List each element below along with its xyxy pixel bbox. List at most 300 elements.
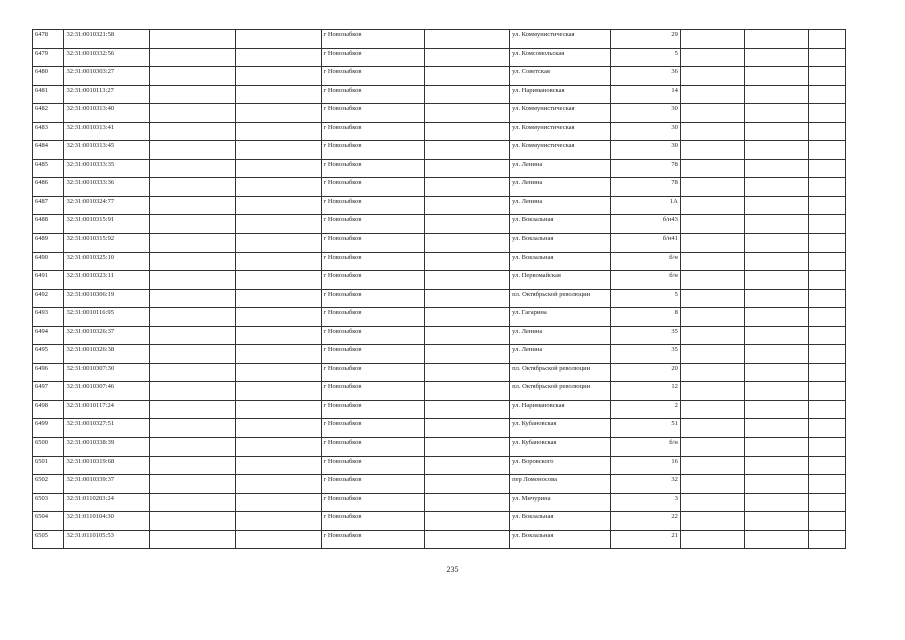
cadastral-number-cell: 32:31:0010315:91	[64, 215, 149, 234]
row-number-cell: 6487	[33, 196, 64, 215]
house-number-cell: 30	[611, 141, 681, 160]
empty-cell	[149, 271, 235, 290]
table-row	[33, 382, 846, 401]
empty-cell	[680, 178, 744, 197]
city-cell: г Новозыбков	[321, 326, 424, 345]
empty-cell	[808, 363, 845, 382]
empty-cell	[424, 215, 509, 234]
empty-cell	[236, 419, 321, 438]
city-cell: г Новозыбков	[321, 363, 424, 382]
empty-cell	[744, 382, 808, 401]
empty-cell	[808, 252, 845, 271]
table-row	[33, 400, 846, 419]
empty-cell	[149, 363, 235, 382]
empty-cell	[424, 271, 509, 290]
empty-cell	[808, 345, 845, 364]
street-cell: ул. Вокзальная	[510, 530, 611, 549]
street-cell: ул. Ленина	[510, 159, 611, 178]
city-cell: г Новозыбков	[321, 104, 424, 123]
empty-cell	[236, 475, 321, 494]
empty-cell	[808, 382, 845, 401]
cadastral-number-cell: 32:31:0010303:27	[64, 67, 149, 86]
cadastral-number-cell: 32:31:0010319:68	[64, 456, 149, 475]
house-number-cell: б/н	[611, 252, 681, 271]
empty-cell	[149, 456, 235, 475]
cadastral-number-cell: 32:31:0010307:46	[64, 382, 149, 401]
empty-cell	[149, 67, 235, 86]
street-cell: ул. Советская	[510, 67, 611, 86]
empty-cell	[149, 308, 235, 327]
empty-cell	[744, 400, 808, 419]
empty-cell	[424, 475, 509, 494]
table-row	[33, 475, 846, 494]
city-cell: г Новозыбков	[321, 215, 424, 234]
empty-cell	[744, 308, 808, 327]
empty-cell	[149, 159, 235, 178]
empty-cell	[680, 67, 744, 86]
empty-cell	[744, 271, 808, 290]
empty-cell	[149, 215, 235, 234]
empty-cell	[744, 438, 808, 457]
empty-cell	[680, 419, 744, 438]
empty-cell	[424, 141, 509, 160]
empty-cell	[149, 530, 235, 549]
row-number-cell: 6485	[33, 159, 64, 178]
empty-cell	[149, 345, 235, 364]
empty-cell	[744, 419, 808, 438]
house-number-cell: 1А	[611, 196, 681, 215]
city-cell: г Новозыбков	[321, 271, 424, 290]
empty-cell	[236, 159, 321, 178]
city-cell: г Новозыбков	[321, 530, 424, 549]
cadastral-number-cell: 32:31:0010326:38	[64, 345, 149, 364]
row-number-cell: 6505	[33, 530, 64, 549]
house-number-cell: 30	[611, 104, 681, 123]
empty-cell	[149, 438, 235, 457]
street-cell: ул. Вокзальная	[510, 234, 611, 253]
house-number-cell: б/н41	[611, 234, 681, 253]
empty-cell	[744, 326, 808, 345]
row-number-cell: 6501	[33, 456, 64, 475]
empty-cell	[744, 122, 808, 141]
empty-cell	[808, 196, 845, 215]
empty-cell	[744, 234, 808, 253]
empty-cell	[236, 141, 321, 160]
city-cell: г Новозыбков	[321, 141, 424, 160]
empty-cell	[149, 30, 235, 49]
empty-cell	[424, 419, 509, 438]
house-number-cell: 30	[611, 122, 681, 141]
empty-cell	[149, 512, 235, 531]
cadastral-number-cell: 32:31:0010338:39	[64, 438, 149, 457]
row-number-cell: 6483	[33, 122, 64, 141]
empty-cell	[149, 48, 235, 67]
table-row	[33, 104, 846, 123]
city-cell: г Новозыбков	[321, 234, 424, 253]
empty-cell	[808, 400, 845, 419]
house-number-cell: б/н43	[611, 215, 681, 234]
empty-cell	[424, 289, 509, 308]
cadastral-number-cell: 32:31:0010339:37	[64, 475, 149, 494]
table-row	[33, 196, 846, 215]
street-cell: ул. Вокзальная	[510, 252, 611, 271]
registry-table	[32, 29, 846, 549]
empty-cell	[680, 196, 744, 215]
empty-cell	[808, 438, 845, 457]
empty-cell	[424, 48, 509, 67]
house-number-cell: 35	[611, 345, 681, 364]
empty-cell	[744, 141, 808, 160]
cadastral-number-cell: 32:31:0010116:95	[64, 308, 149, 327]
empty-cell	[744, 30, 808, 49]
street-cell: ул. Ленина	[510, 178, 611, 197]
empty-cell	[680, 141, 744, 160]
row-number-cell: 6480	[33, 67, 64, 86]
city-cell: г Новозыбков	[321, 67, 424, 86]
house-number-cell: 21	[611, 530, 681, 549]
table-row	[33, 122, 846, 141]
empty-cell	[149, 419, 235, 438]
empty-cell	[424, 252, 509, 271]
empty-cell	[808, 85, 845, 104]
row-number-cell: 6498	[33, 400, 64, 419]
empty-cell	[236, 48, 321, 67]
empty-cell	[149, 493, 235, 512]
empty-cell	[808, 178, 845, 197]
empty-cell	[680, 438, 744, 457]
empty-cell	[680, 345, 744, 364]
empty-cell	[236, 382, 321, 401]
table-row	[33, 30, 846, 49]
street-cell: ул. Коммунистическая	[510, 122, 611, 141]
table-row	[33, 438, 846, 457]
empty-cell	[744, 345, 808, 364]
row-number-cell: 6492	[33, 289, 64, 308]
street-cell: ул. Кубановская	[510, 438, 611, 457]
city-cell: г Новозыбков	[321, 400, 424, 419]
empty-cell	[808, 104, 845, 123]
cadastral-number-cell: 32:31:0010117:24	[64, 400, 149, 419]
empty-cell	[149, 141, 235, 160]
table-row	[33, 363, 846, 382]
table-row	[33, 289, 846, 308]
empty-cell	[236, 67, 321, 86]
empty-cell	[236, 122, 321, 141]
house-number-cell: 12	[611, 382, 681, 401]
cadastral-number-cell: 32:31:0010325:10	[64, 252, 149, 271]
empty-cell	[680, 382, 744, 401]
empty-cell	[149, 104, 235, 123]
empty-cell	[808, 234, 845, 253]
row-number-cell: 6478	[33, 30, 64, 49]
table-row	[33, 345, 846, 364]
cadastral-number-cell: 32:31:0010315:92	[64, 234, 149, 253]
empty-cell	[808, 159, 845, 178]
cadastral-number-cell: 32:31:0010306:19	[64, 289, 149, 308]
empty-cell	[149, 475, 235, 494]
row-number-cell: 6497	[33, 382, 64, 401]
empty-cell	[744, 530, 808, 549]
empty-cell	[680, 308, 744, 327]
empty-cell	[680, 234, 744, 253]
street-cell: ул. Мичурина	[510, 493, 611, 512]
row-number-cell: 6488	[33, 215, 64, 234]
table-row	[33, 271, 846, 290]
street-cell: ул. Ленина	[510, 196, 611, 215]
street-cell: ул. Коммунистическая	[510, 104, 611, 123]
empty-cell	[680, 104, 744, 123]
city-cell: г Новозыбков	[321, 289, 424, 308]
table-row	[33, 530, 846, 549]
table-row	[33, 326, 846, 345]
empty-cell	[424, 122, 509, 141]
street-cell: ул. Комсомольская	[510, 48, 611, 67]
street-cell: ул. Первомайская	[510, 271, 611, 290]
empty-cell	[424, 85, 509, 104]
cadastral-number-cell: 32:31:0010313:40	[64, 104, 149, 123]
empty-cell	[680, 289, 744, 308]
empty-cell	[680, 271, 744, 290]
city-cell: г Новозыбков	[321, 196, 424, 215]
empty-cell	[424, 196, 509, 215]
cadastral-number-cell: 32:31:0010324:77	[64, 196, 149, 215]
row-number-cell: 6494	[33, 326, 64, 345]
cadastral-number-cell: 32:31:0110105:53	[64, 530, 149, 549]
row-number-cell: 6502	[33, 475, 64, 494]
city-cell: г Новозыбков	[321, 252, 424, 271]
empty-cell	[808, 326, 845, 345]
empty-cell	[236, 104, 321, 123]
table-row	[33, 85, 846, 104]
empty-cell	[236, 363, 321, 382]
city-cell: г Новозыбков	[321, 308, 424, 327]
house-number-cell: б/н	[611, 438, 681, 457]
row-number-cell: 6496	[33, 363, 64, 382]
empty-cell	[744, 48, 808, 67]
empty-cell	[744, 104, 808, 123]
empty-cell	[236, 456, 321, 475]
empty-cell	[236, 345, 321, 364]
cadastral-number-cell: 32:31:0110104:30	[64, 512, 149, 531]
street-cell: ул. Ленина	[510, 326, 611, 345]
empty-cell	[236, 308, 321, 327]
house-number-cell: 8	[611, 308, 681, 327]
empty-cell	[424, 326, 509, 345]
empty-cell	[808, 456, 845, 475]
cadastral-number-cell: 32:31:0010333:36	[64, 178, 149, 197]
house-number-cell: 16	[611, 456, 681, 475]
city-cell: г Новозыбков	[321, 178, 424, 197]
street-cell: ул. Наримановская	[510, 85, 611, 104]
table-row	[33, 308, 846, 327]
city-cell: г Новозыбков	[321, 493, 424, 512]
empty-cell	[236, 196, 321, 215]
empty-cell	[680, 30, 744, 49]
street-cell: ул. Ленина	[510, 345, 611, 364]
row-number-cell: 6479	[33, 48, 64, 67]
empty-cell	[149, 382, 235, 401]
table-row	[33, 512, 846, 531]
house-number-cell: 2	[611, 400, 681, 419]
table-row	[33, 141, 846, 160]
empty-cell	[236, 326, 321, 345]
house-number-cell: 78	[611, 178, 681, 197]
city-cell: г Новозыбков	[321, 475, 424, 494]
empty-cell	[680, 326, 744, 345]
empty-cell	[424, 456, 509, 475]
cadastral-number-cell: 32:31:0010313:41	[64, 122, 149, 141]
table-row	[33, 159, 846, 178]
empty-cell	[236, 438, 321, 457]
row-number-cell: 6482	[33, 104, 64, 123]
empty-cell	[680, 493, 744, 512]
empty-cell	[149, 400, 235, 419]
street-cell: ул. Гагарина	[510, 308, 611, 327]
row-number-cell: 6489	[33, 234, 64, 253]
empty-cell	[744, 363, 808, 382]
house-number-cell: 35	[611, 326, 681, 345]
table-row	[33, 67, 846, 86]
empty-cell	[744, 178, 808, 197]
empty-cell	[236, 234, 321, 253]
empty-cell	[236, 400, 321, 419]
empty-cell	[808, 475, 845, 494]
table-row	[33, 419, 846, 438]
house-number-cell: 51	[611, 419, 681, 438]
empty-cell	[808, 271, 845, 290]
empty-cell	[744, 512, 808, 531]
house-number-cell: 78	[611, 159, 681, 178]
empty-cell	[680, 122, 744, 141]
table-row	[33, 252, 846, 271]
empty-cell	[424, 530, 509, 549]
registry-table-body	[33, 30, 846, 549]
empty-cell	[236, 271, 321, 290]
empty-cell	[149, 178, 235, 197]
empty-cell	[808, 30, 845, 49]
empty-cell	[236, 178, 321, 197]
empty-cell	[808, 493, 845, 512]
empty-cell	[744, 85, 808, 104]
city-cell: г Новозыбков	[321, 456, 424, 475]
cadastral-number-cell: 32:31:0010321:58	[64, 30, 149, 49]
empty-cell	[149, 234, 235, 253]
city-cell: г Новозыбков	[321, 85, 424, 104]
row-number-cell: 6491	[33, 271, 64, 290]
street-cell: ул. Коммунистическая	[510, 30, 611, 49]
empty-cell	[236, 85, 321, 104]
empty-cell	[680, 363, 744, 382]
empty-cell	[149, 196, 235, 215]
house-number-cell: 5	[611, 48, 681, 67]
city-cell: г Новозыбков	[321, 345, 424, 364]
empty-cell	[424, 493, 509, 512]
empty-cell	[236, 252, 321, 271]
empty-cell	[424, 67, 509, 86]
empty-cell	[680, 159, 744, 178]
cadastral-number-cell: 32:31:0010326:37	[64, 326, 149, 345]
row-number-cell: 6490	[33, 252, 64, 271]
empty-cell	[149, 289, 235, 308]
empty-cell	[744, 196, 808, 215]
house-number-cell: 5	[611, 289, 681, 308]
empty-cell	[424, 400, 509, 419]
street-cell: пл. Октябрьской революции	[510, 382, 611, 401]
row-number-cell: 6484	[33, 141, 64, 160]
empty-cell	[744, 493, 808, 512]
empty-cell	[424, 382, 509, 401]
table-row	[33, 48, 846, 67]
street-cell: ул. Вокзальная	[510, 215, 611, 234]
cadastral-number-cell: 32:31:0010332:56	[64, 48, 149, 67]
table-row	[33, 456, 846, 475]
empty-cell	[424, 363, 509, 382]
city-cell: г Новозыбков	[321, 159, 424, 178]
empty-cell	[744, 215, 808, 234]
empty-cell	[149, 326, 235, 345]
row-number-cell: 6495	[33, 345, 64, 364]
empty-cell	[808, 289, 845, 308]
empty-cell	[680, 475, 744, 494]
row-number-cell: 6493	[33, 308, 64, 327]
empty-cell	[424, 159, 509, 178]
empty-cell	[424, 512, 509, 531]
empty-cell	[808, 512, 845, 531]
cadastral-number-cell: 32:31:0010323:11	[64, 271, 149, 290]
empty-cell	[808, 141, 845, 160]
empty-cell	[808, 215, 845, 234]
empty-cell	[236, 289, 321, 308]
empty-cell	[808, 308, 845, 327]
table-row	[33, 178, 846, 197]
street-cell: ул. Воровского	[510, 456, 611, 475]
empty-cell	[808, 48, 845, 67]
empty-cell	[808, 67, 845, 86]
cadastral-number-cell: 32:31:0010113:27	[64, 85, 149, 104]
city-cell: г Новозыбков	[321, 438, 424, 457]
row-number-cell: 6486	[33, 178, 64, 197]
empty-cell	[424, 438, 509, 457]
empty-cell	[744, 456, 808, 475]
empty-cell	[680, 85, 744, 104]
cadastral-number-cell: 32:31:0110203:24	[64, 493, 149, 512]
city-cell: г Новозыбков	[321, 512, 424, 531]
house-number-cell: 22	[611, 512, 681, 531]
empty-cell	[808, 419, 845, 438]
street-cell: пл. Октябрьской революции	[510, 289, 611, 308]
cadastral-number-cell: 32:31:0010313:45	[64, 141, 149, 160]
row-number-cell: 6499	[33, 419, 64, 438]
empty-cell	[680, 530, 744, 549]
city-cell: г Новозыбков	[321, 382, 424, 401]
empty-cell	[744, 289, 808, 308]
table-row	[33, 234, 846, 253]
cadastral-number-cell: 32:31:0010307:30	[64, 363, 149, 382]
empty-cell	[236, 493, 321, 512]
table-row	[33, 493, 846, 512]
empty-cell	[744, 159, 808, 178]
empty-cell	[744, 475, 808, 494]
house-number-cell: 36	[611, 67, 681, 86]
city-cell: г Новозыбков	[321, 30, 424, 49]
city-cell: г Новозыбков	[321, 419, 424, 438]
empty-cell	[149, 252, 235, 271]
cadastral-number-cell: 32:31:0010333:35	[64, 159, 149, 178]
house-number-cell: 29	[611, 30, 681, 49]
empty-cell	[236, 512, 321, 531]
empty-cell	[808, 530, 845, 549]
empty-cell	[424, 30, 509, 49]
